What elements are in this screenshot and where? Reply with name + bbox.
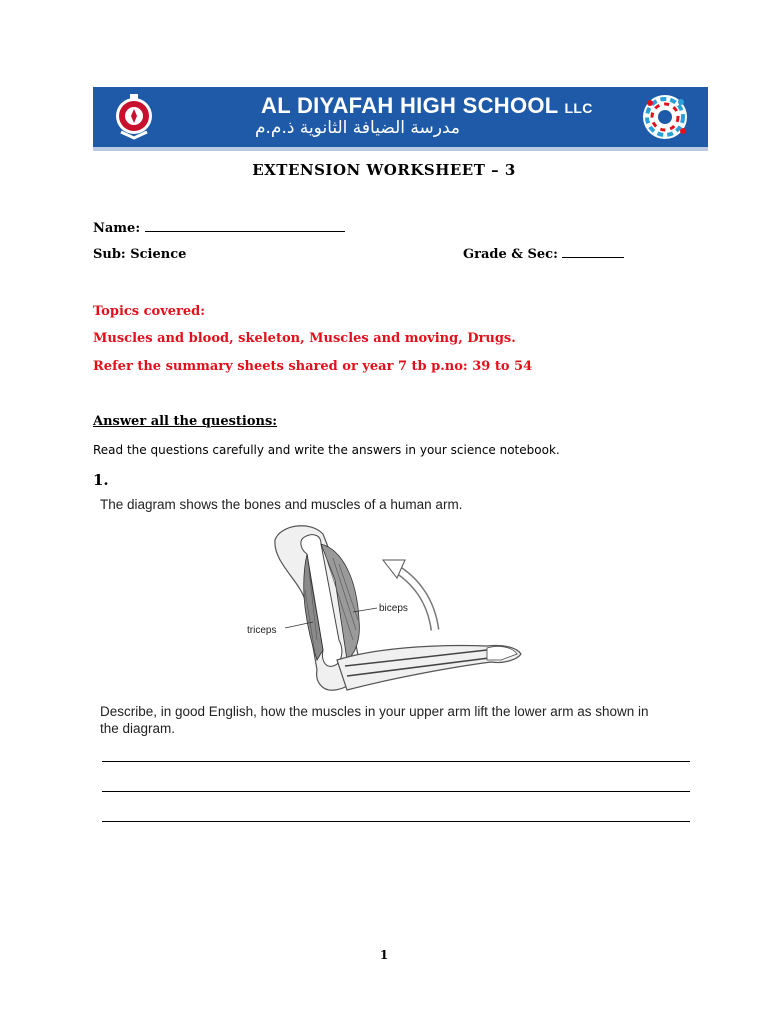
school-name-english: AL DIYAFAH HIGH SCHOOL LLC [261,93,593,118]
topics-heading: Topics covered: [93,304,206,319]
grade-label: Grade & Sec: [463,247,558,262]
anniversary-logo-icon [636,93,694,141]
school-banner [93,87,708,151]
answer-line-2[interactable] [102,791,690,792]
name-field[interactable] [93,221,345,236]
topics-list: Muscles and blood, skeleton, Muscles and moving, Drugs. [93,331,516,346]
biceps-label: biceps [379,603,408,614]
question-intro: The diagram shows the bones and muscles of a human arm. [100,497,463,512]
answer-line-3[interactable] [102,821,690,822]
question-number: 1. [93,471,109,489]
topics-reference: Refer the summary sheets shared or year 7 tb p.no: 39 to 54 [93,359,533,374]
question-prompt-line2: the diagram. [100,721,176,736]
worksheet-title: EXTENSION WORKSHEET – 3 [252,161,516,179]
name-label: Name: [93,221,141,236]
arm-diagram [247,520,525,696]
instructions-text: Read the questions carefully and write the answers in your science notebook. [93,443,560,457]
page-number: 1 [379,948,389,962]
answer-line-1[interactable] [102,761,690,762]
question-prompt-line1: Describe, in good English, how the muscles in your upper arm lift the lower arm as shown in [100,704,649,719]
name-blank[interactable] [145,231,345,232]
grade-blank[interactable] [562,257,624,258]
triceps-label: triceps [247,625,277,636]
school-crest-icon [113,92,155,142]
subject-label: Sub: Science [93,247,187,262]
instructions-heading: Answer all the questions: [93,414,278,429]
grade-field[interactable] [463,247,624,262]
school-name-arabic: مدرسة الضيافة الثانوية ذ.م.م [255,118,461,138]
